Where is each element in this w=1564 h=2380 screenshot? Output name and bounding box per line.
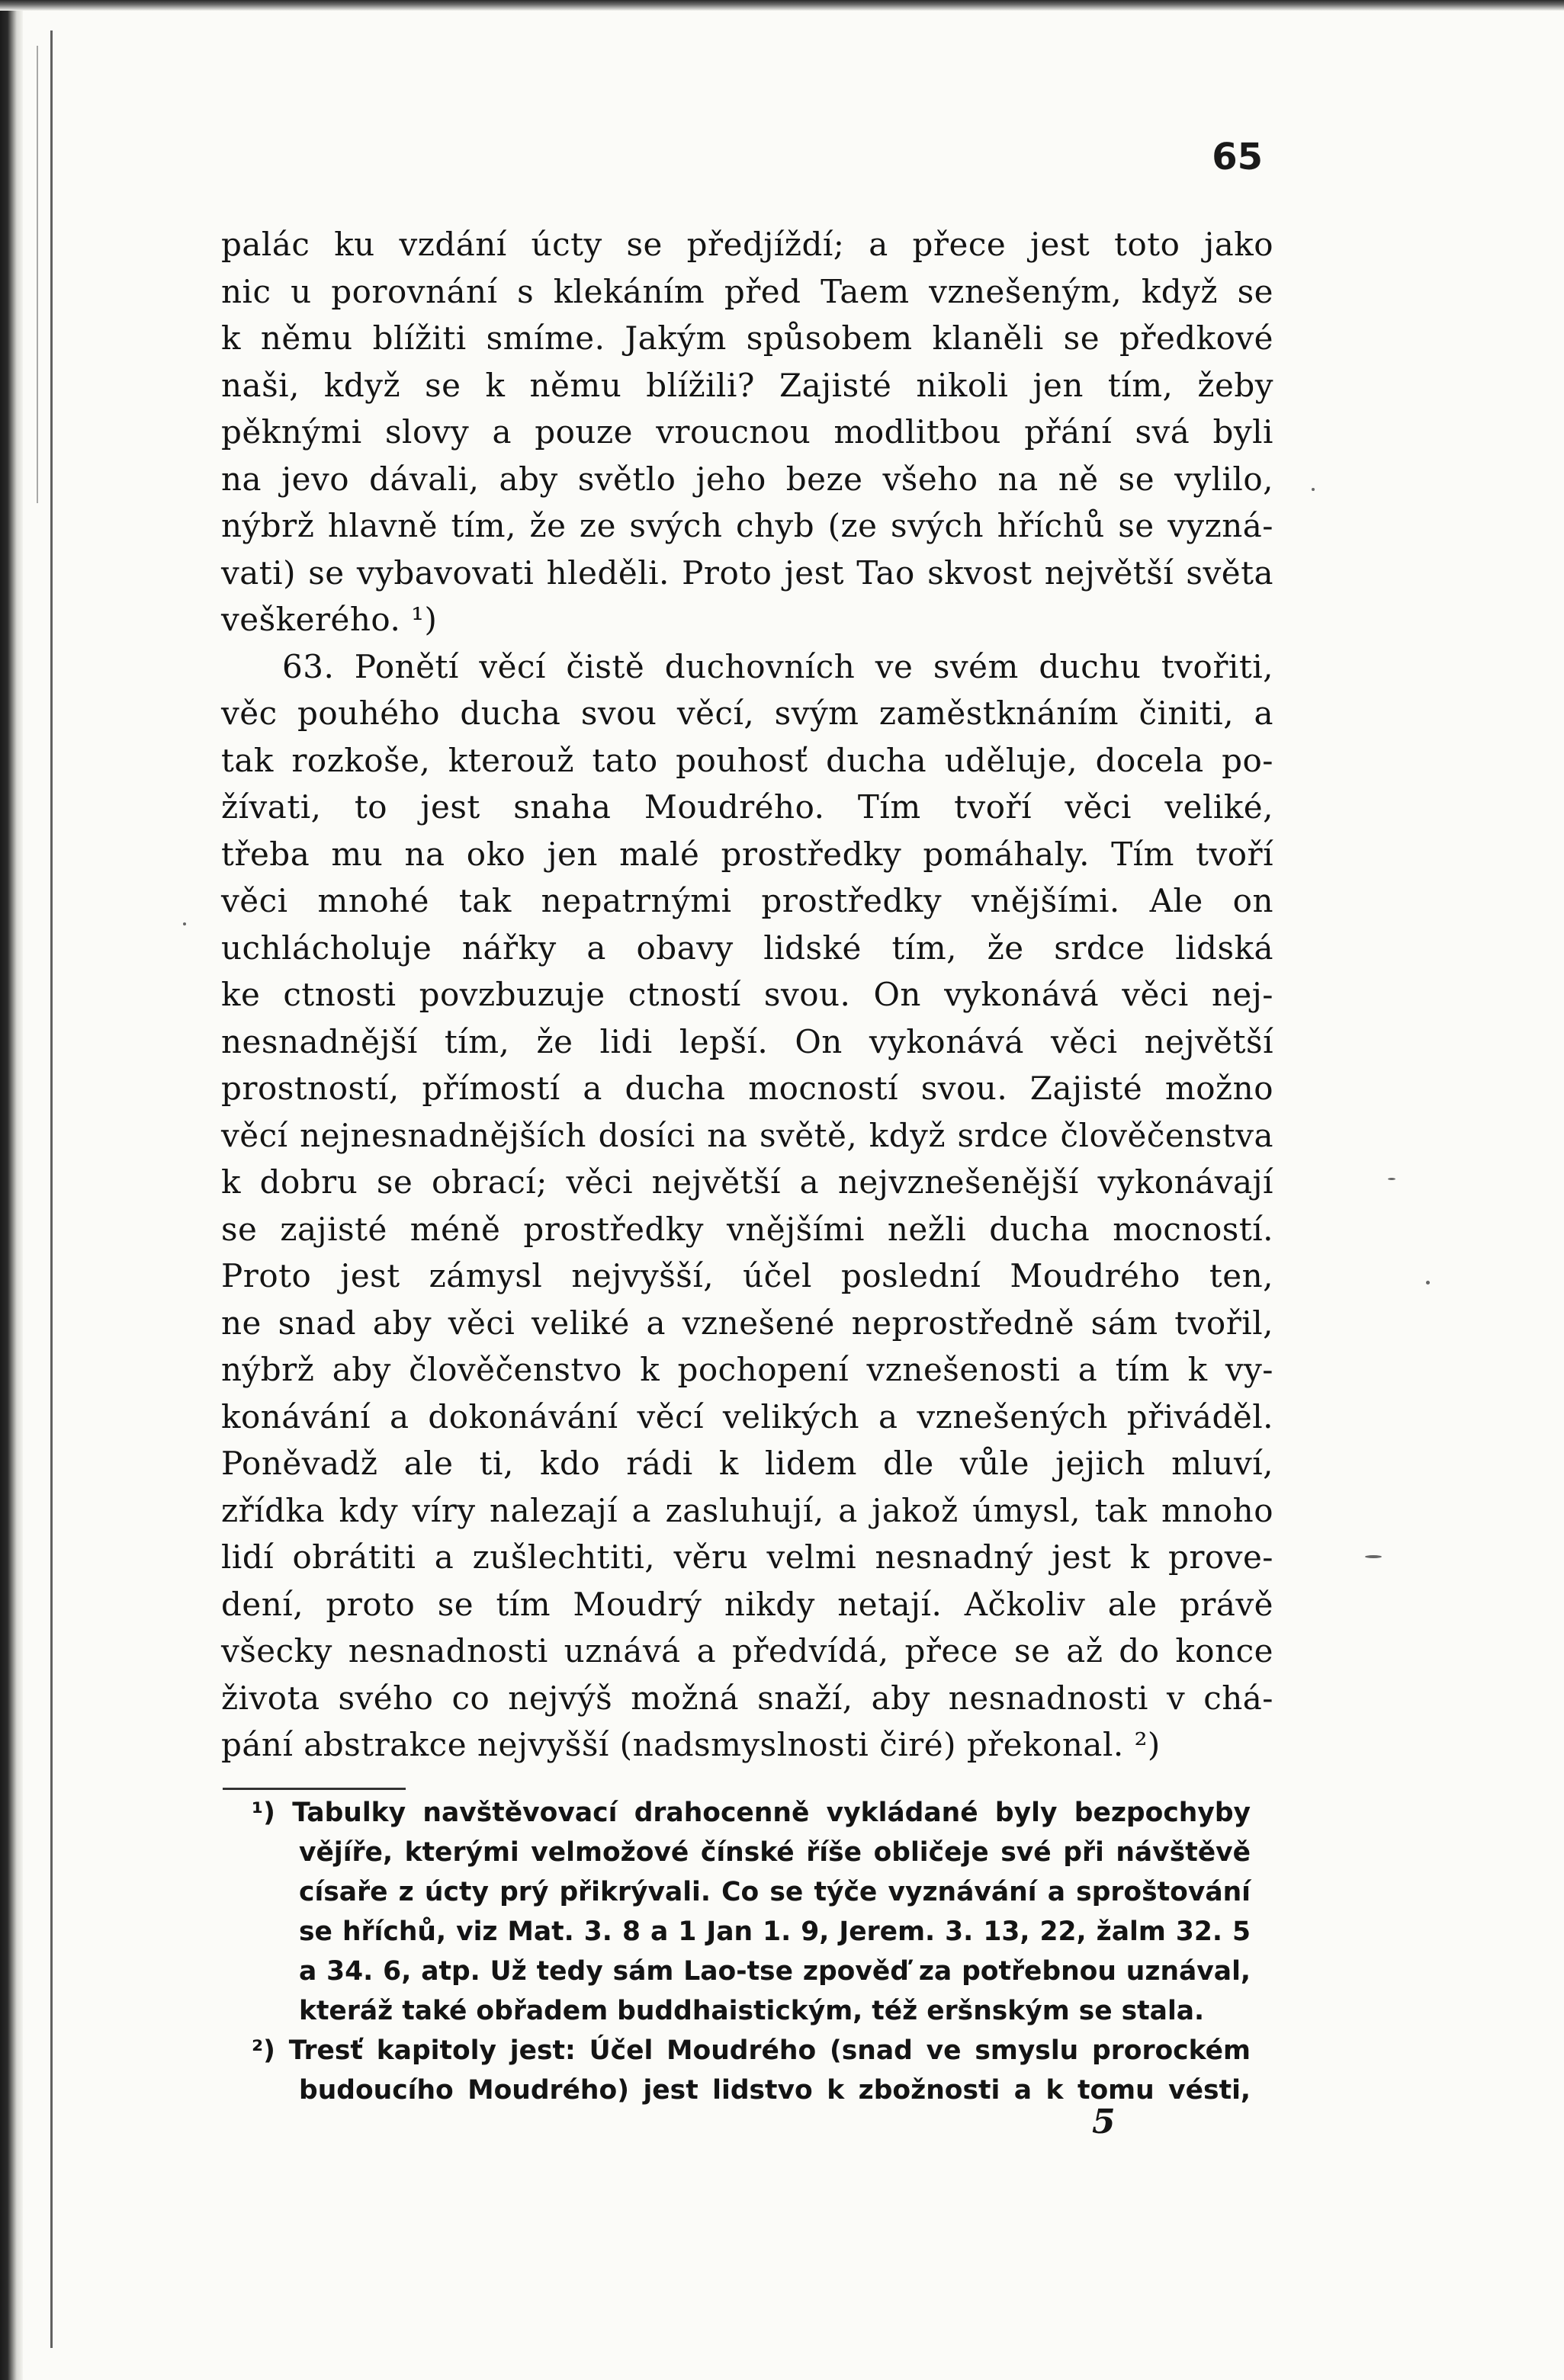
text-line: ne snad aby věci veliké a vznešené neprostředně sám tvořil, <box>221 1304 1273 1342</box>
footnote-line: kteráž také obřadem buddhaistickým, též eršnským se stala. <box>299 1996 1205 2026</box>
text-line: naši, když se k němu blížili? Zajisté nikoli jen tím, žeby <box>221 366 1273 404</box>
scan-speck <box>1388 1178 1395 1180</box>
binding-shadow <box>50 30 53 2348</box>
text-line: se zajisté méně prostředky vnějšími nežli ducha mocností. <box>221 1210 1273 1248</box>
text-line: nic u porovnání s klekáním před Taem vznešeným, když se <box>221 272 1273 310</box>
paragraph-start-63: 63. Ponětí věcí čistě duchovních ve svém duchu tvořiti, <box>282 647 1273 685</box>
footnote-mark: ²) <box>252 2035 275 2066</box>
text-line: Poněvadž ale ti, kdo rádi k lidem dle vůle jejich mluví, <box>221 1445 1273 1482</box>
text-line: tak rozkoše, kterouž tato pouhosť ducha uděluje, docela po- <box>221 741 1273 779</box>
footnote-mark: ¹) <box>252 1798 275 1828</box>
text-line: dení, proto se tím Moudrý nikdy netají. Ačkoliv ale právě <box>221 1585 1273 1623</box>
text-line: palác ku vzdání úcty se předjíždí; a přece jest toto jako <box>221 226 1273 263</box>
scan-speck <box>1426 1281 1430 1285</box>
footnote-line: císaře z úcty prý přikrývali. Co se týče vyznávání a sproštování <box>299 1877 1251 1907</box>
text-line: na jevo dávali, aby světlo jeho beze všeho na ně se vylilo, <box>221 460 1273 498</box>
text-line: veškerého. ¹) <box>221 601 438 638</box>
footnotes <box>252 1793 1251 2110</box>
text-line: uchlácholuje nářky a obavy lidské tím, že srdce lidská <box>221 929 1273 967</box>
text-line: věc pouhého ducha svou věcí, svým zaměstknáním činiti, a <box>221 694 1273 732</box>
footnote-line: a 34. 6, atp. Už tedy sám Lao-tse zpověď za potřebnou uznával, <box>299 1956 1251 1987</box>
text-line: věci mnohé tak nepatrnými prostředky vnějšími. Ale on <box>221 882 1273 919</box>
text-line: nesnadnější tím, že lidi lepší. On vykonává věci největší <box>221 1022 1273 1060</box>
footnote-line: se hříchů, viz Mat. 3. 8 a 1 Jan 1. 9, Jerem. 3. 13, 22, žalm 32. 5 <box>299 1917 1251 1947</box>
footnote-text: Tresť kapitoly jest: Účel Moudrého (snad ve smyslu prorockém <box>288 2035 1251 2066</box>
footnote-line: vějíře, kterými velmožové čínské říše obličeje své při návštěvě <box>299 1837 1251 1868</box>
text-line: všecky nesnadnosti uznává a předvídá, přece se až do konce <box>221 1632 1273 1670</box>
text-line: nýbrž hlavně tím, že ze svých chyb (ze svých hříchů se vyzná- <box>221 507 1273 544</box>
footnote-divider <box>223 1788 406 1790</box>
footnote-line <box>252 1793 1251 1833</box>
text-line: života svého co nejvýš možná snaží, aby nesnadnosti v chá- <box>221 1679 1273 1717</box>
text-line: žívati, to jest snaha Moudrého. Tím tvoří věci veliké, <box>221 788 1273 826</box>
scan-edge-top <box>0 0 1564 11</box>
text-line: lidí obrátiti a zušlechtiti, věru velmi nesnadný jest k prove- <box>221 1538 1273 1576</box>
scan-speck <box>1312 488 1315 491</box>
footnote-1 <box>252 1793 1251 2031</box>
text-line: nýbrž aby člověčenstvo k pochopení vznešenosti a tím k vy- <box>221 1351 1273 1388</box>
text-line: k němu blížiti smíme. Jakým spůsobem klaněli se předkové <box>221 319 1273 357</box>
text-line: k dobru se obrací; věci největší a nejvznešenější vykonávají <box>221 1163 1273 1201</box>
scan-speck <box>183 922 186 925</box>
footnote-line: budoucího Moudrého) jest lidstvo k zbožnosti a k tomu vésti, <box>299 2075 1251 2106</box>
footnote-text: Tabulky navštěvovací drahocenně vykládané byly bezpochyby <box>292 1798 1251 1828</box>
text-line: pání abstrakce nejvyšší (nadsmyslnosti čiré) překonal. ²) <box>221 1726 1161 1763</box>
scan-edge-left <box>0 0 23 2380</box>
text-line: zřídka kdy víry nalezají a zasluhují, a jakož úmysl, tak mnoho <box>221 1491 1273 1529</box>
text-line: konávání a dokonávání věcí velikých a vznešených přiváděl. <box>221 1397 1273 1435</box>
page-number: 65 <box>1212 136 1263 178</box>
binding-shadow-secondary <box>37 46 38 503</box>
text-line: prostností, přímostí a ducha mocností svou. Zajisté možno <box>221 1070 1273 1107</box>
text-line: věcí nejnesnadnějších dosíci na světě, když srdce člověčenstva <box>221 1116 1273 1154</box>
body-text <box>221 221 1273 1769</box>
footnote-line <box>252 2031 1251 2070</box>
text-line: pěknými slovy a pouze vroucnou modlitbou přání svá byli <box>221 413 1273 451</box>
text-line: Proto jest zámysl nejvyšší, účel poslední Moudrého ten, <box>221 1257 1273 1294</box>
footnote-2 <box>252 2031 1251 2110</box>
scan-speck <box>1365 1555 1382 1558</box>
text-line: ke ctnosti povzbuzuje ctností svou. On vykonává věci nej- <box>221 976 1273 1013</box>
text-line: třeba mu na oko jen malé prostředky pomáhaly. Tím tvoří <box>221 835 1273 873</box>
printer-signature-mark: 5 <box>1092 2103 1116 2141</box>
text-line: vati) se vybavovati hleděli. Proto jest Tao skvost největší světa <box>221 553 1273 592</box>
